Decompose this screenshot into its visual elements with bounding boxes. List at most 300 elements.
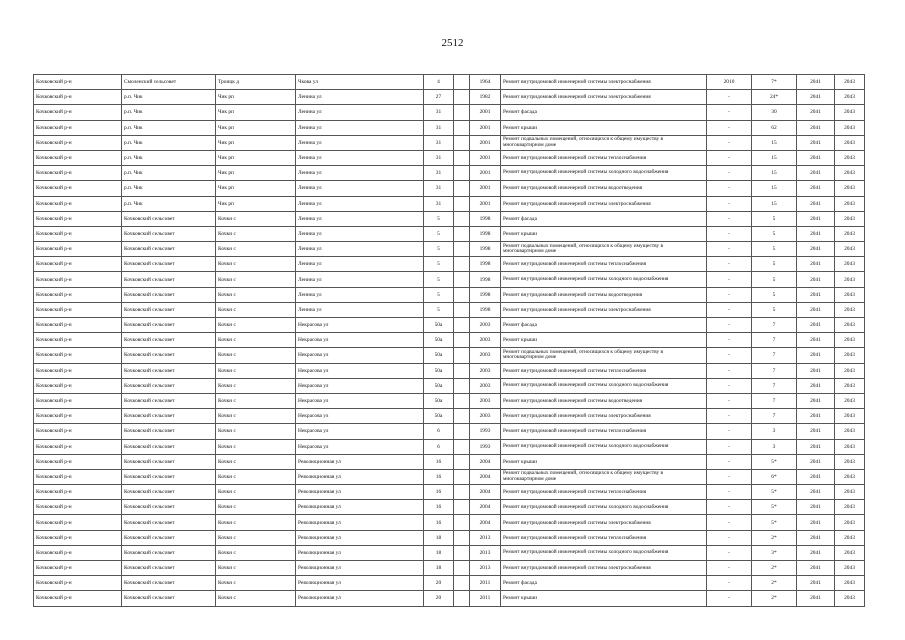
- work-type-cell: Ремонт внутридомовой инженерной системы теплоснабжения: [501, 485, 707, 500]
- area-cell: Кочковский р-н: [34, 378, 122, 393]
- table-row: [34, 318, 865, 333]
- work-type-cell: Ремонт внутридомовой инженерной системы электроснабжения: [501, 90, 707, 105]
- settlement-cell: р.п. Чик: [122, 166, 216, 181]
- work-type-cell: Ремонт внутридомовой инженерной системы холодного водоснабжения: [501, 500, 707, 515]
- build-year-cell: 1998: [470, 257, 501, 272]
- street-cell: Революционная ул: [296, 500, 424, 515]
- previous-repair-cell: -: [707, 561, 752, 576]
- empty-cell: [454, 242, 470, 257]
- settlement-cell: Кочковский сельсовет: [122, 226, 216, 241]
- locality-cell: Чик рп: [216, 120, 296, 135]
- area-cell: Кочковский р-н: [34, 561, 122, 576]
- start-year-cell: 2041: [797, 150, 835, 165]
- empty-cell: [454, 561, 470, 576]
- locality-cell: Троицк д: [216, 75, 296, 90]
- settlement-cell: Кочковский сельсовет: [122, 561, 216, 576]
- start-year-cell: 2041: [797, 591, 835, 606]
- amount-cell: 2*: [752, 530, 797, 545]
- locality-cell: Кочки с: [216, 302, 296, 317]
- locality-cell: Кочки с: [216, 393, 296, 408]
- start-year-cell: 2041: [797, 242, 835, 257]
- house-number-cell: 50а: [424, 378, 454, 393]
- street-cell: Ленина ул: [296, 150, 424, 165]
- settlement-cell: р.п. Чик: [122, 135, 216, 150]
- street-cell: Некрасова ул: [296, 363, 424, 378]
- previous-repair-cell: -: [707, 135, 752, 150]
- locality-cell: Кочки с: [216, 454, 296, 469]
- start-year-cell: 2041: [797, 424, 835, 439]
- build-year-cell: 2004: [470, 469, 501, 484]
- table-row: [34, 469, 865, 484]
- house-number-cell: 6: [424, 424, 454, 439]
- table-row: [34, 211, 865, 226]
- previous-repair-cell: -: [707, 393, 752, 408]
- previous-repair-cell: -: [707, 333, 752, 348]
- build-year-cell: 1993: [470, 424, 501, 439]
- amount-cell: 5: [752, 211, 797, 226]
- amount-cell: 7: [752, 348, 797, 363]
- street-cell: Ленина ул: [296, 287, 424, 302]
- locality-cell: Кочки с: [216, 333, 296, 348]
- house-number-cell: 5: [424, 226, 454, 241]
- street-cell: Революционная ул: [296, 515, 424, 530]
- locality-cell: Кочки с: [216, 378, 296, 393]
- table-row: [34, 135, 865, 150]
- previous-repair-cell: -: [707, 378, 752, 393]
- previous-repair-cell: -: [707, 485, 752, 500]
- house-number-cell: 31: [424, 166, 454, 181]
- end-year-cell: 2043: [835, 561, 865, 576]
- build-year-cell: 2004: [470, 500, 501, 515]
- area-cell: Кочковский р-н: [34, 454, 122, 469]
- work-type-cell: Ремонт внутридомовой инженерной системы теплоснабжения: [501, 530, 707, 545]
- street-cell: Ленина ул: [296, 196, 424, 211]
- previous-repair-cell: -: [707, 500, 752, 515]
- previous-repair-cell: -: [707, 242, 752, 257]
- empty-cell: [454, 287, 470, 302]
- previous-repair-cell: -: [707, 181, 752, 196]
- empty-cell: [454, 348, 470, 363]
- table-row: [34, 591, 865, 606]
- empty-cell: [454, 454, 470, 469]
- work-type-cell: Ремонт внутридомовой инженерной системы теплоснабжения: [501, 424, 707, 439]
- settlement-cell: Кочковский сельсовет: [122, 530, 216, 545]
- area-cell: Кочковский р-н: [34, 545, 122, 560]
- end-year-cell: 2043: [835, 469, 865, 484]
- area-cell: Кочковский р-н: [34, 105, 122, 120]
- street-cell: Ленина ул: [296, 302, 424, 317]
- locality-cell: Чик рп: [216, 90, 296, 105]
- settlement-cell: Кочковский сельсовет: [122, 363, 216, 378]
- end-year-cell: 2043: [835, 75, 865, 90]
- build-year-cell: 1998: [470, 242, 501, 257]
- start-year-cell: 2041: [797, 90, 835, 105]
- table-row: [34, 257, 865, 272]
- house-number-cell: 31: [424, 181, 454, 196]
- house-number-cell: 16: [424, 500, 454, 515]
- settlement-cell: Кочковский сельсовет: [122, 424, 216, 439]
- build-year-cell: 2003: [470, 409, 501, 424]
- work-type-cell: Ремонт подвальных помещений, относящихся к общему имуществу в многоквартирном доме: [501, 469, 707, 484]
- previous-repair-cell: -: [707, 591, 752, 606]
- locality-cell: Чик рп: [216, 135, 296, 150]
- area-cell: Кочковский р-н: [34, 500, 122, 515]
- start-year-cell: 2041: [797, 561, 835, 576]
- area-cell: Кочковский р-н: [34, 363, 122, 378]
- house-number-cell: 18: [424, 545, 454, 560]
- area-cell: Кочковский р-н: [34, 576, 122, 591]
- table-row: [34, 150, 865, 165]
- street-cell: Ленина ул: [296, 166, 424, 181]
- street-cell: Ленина ул: [296, 257, 424, 272]
- locality-cell: Кочки с: [216, 272, 296, 287]
- end-year-cell: 2043: [835, 226, 865, 241]
- house-number-cell: 50а: [424, 409, 454, 424]
- settlement-cell: Кочковский сельсовет: [122, 378, 216, 393]
- work-type-cell: Ремонт подвальных помещений, относящихся к общему имуществу в многоквартирном доме: [501, 348, 707, 363]
- start-year-cell: 2041: [797, 545, 835, 560]
- build-year-cell: 2004: [470, 515, 501, 530]
- settlement-cell: Кочковский сельсовет: [122, 591, 216, 606]
- locality-cell: Кочки с: [216, 530, 296, 545]
- street-cell: Революционная ул: [296, 576, 424, 591]
- area-cell: Кочковский р-н: [34, 242, 122, 257]
- build-year-cell: 2001: [470, 120, 501, 135]
- build-year-cell: 1964: [470, 75, 501, 90]
- amount-cell: 2*: [752, 576, 797, 591]
- settlement-cell: Кочковский сельсовет: [122, 515, 216, 530]
- previous-repair-cell: -: [707, 287, 752, 302]
- empty-cell: [454, 120, 470, 135]
- end-year-cell: 2043: [835, 393, 865, 408]
- work-type-cell: Ремонт внутридомовой инженерной системы холодного водоснабжения: [501, 439, 707, 454]
- settlement-cell: Кочковский сельсовет: [122, 409, 216, 424]
- build-year-cell: 2001: [470, 166, 501, 181]
- end-year-cell: 2043: [835, 242, 865, 257]
- house-number-cell: 16: [424, 469, 454, 484]
- start-year-cell: 2041: [797, 196, 835, 211]
- street-cell: Некрасова ул: [296, 439, 424, 454]
- settlement-cell: Кочковский сельсовет: [122, 500, 216, 515]
- build-year-cell: 2001: [470, 196, 501, 211]
- previous-repair-cell: -: [707, 302, 752, 317]
- locality-cell: Кочки с: [216, 409, 296, 424]
- settlement-cell: Кочковский сельсовет: [122, 287, 216, 302]
- amount-cell: 5*: [752, 515, 797, 530]
- locality-cell: Кочки с: [216, 226, 296, 241]
- end-year-cell: 2043: [835, 378, 865, 393]
- locality-cell: Кочки с: [216, 545, 296, 560]
- area-cell: Кочковский р-н: [34, 135, 122, 150]
- empty-cell: [454, 424, 470, 439]
- previous-repair-cell: -: [707, 257, 752, 272]
- table-row: [34, 439, 865, 454]
- build-year-cell: 2003: [470, 318, 501, 333]
- end-year-cell: 2043: [835, 287, 865, 302]
- settlement-cell: р.п. Чик: [122, 181, 216, 196]
- empty-cell: [454, 576, 470, 591]
- start-year-cell: 2041: [797, 485, 835, 500]
- previous-repair-cell: -: [707, 545, 752, 560]
- previous-repair-cell: -: [707, 226, 752, 241]
- work-type-cell: Ремонт фасада: [501, 105, 707, 120]
- locality-cell: Кочки с: [216, 561, 296, 576]
- street-cell: Некрасова ул: [296, 393, 424, 408]
- table-row: [34, 242, 865, 257]
- area-cell: Кочковский р-н: [34, 515, 122, 530]
- build-year-cell: 2011: [470, 576, 501, 591]
- street-cell: Ленина ул: [296, 181, 424, 196]
- amount-cell: 3: [752, 424, 797, 439]
- build-year-cell: 2001: [470, 135, 501, 150]
- settlement-cell: Кочковский сельсовет: [122, 545, 216, 560]
- amount-cell: 5: [752, 272, 797, 287]
- end-year-cell: 2043: [835, 150, 865, 165]
- empty-cell: [454, 302, 470, 317]
- work-type-cell: Ремонт крыши: [501, 333, 707, 348]
- build-year-cell: 2011: [470, 591, 501, 606]
- build-year-cell: 2001: [470, 150, 501, 165]
- locality-cell: Кочки с: [216, 318, 296, 333]
- area-cell: Кочковский р-н: [34, 120, 122, 135]
- locality-cell: Чик рп: [216, 166, 296, 181]
- locality-cell: Чик рп: [216, 196, 296, 211]
- amount-cell: 7: [752, 333, 797, 348]
- settlement-cell: Кочковский сельсовет: [122, 302, 216, 317]
- end-year-cell: 2043: [835, 302, 865, 317]
- amount-cell: 2*: [752, 561, 797, 576]
- previous-repair-cell: -: [707, 120, 752, 135]
- empty-cell: [454, 439, 470, 454]
- amount-cell: 30: [752, 105, 797, 120]
- settlement-cell: Кочковский сельсовет: [122, 393, 216, 408]
- settlement-cell: Кочковский сельсовет: [122, 439, 216, 454]
- previous-repair-cell: -: [707, 439, 752, 454]
- build-year-cell: 1998: [470, 302, 501, 317]
- house-number-cell: 4: [424, 75, 454, 90]
- work-type-cell: Ремонт внутридомовой инженерной системы электроснабжения: [501, 302, 707, 317]
- start-year-cell: 2041: [797, 257, 835, 272]
- table-row: [34, 545, 865, 560]
- table-row: [34, 485, 865, 500]
- area-cell: Кочковский р-н: [34, 393, 122, 408]
- street-cell: Революционная ул: [296, 561, 424, 576]
- amount-cell: 15: [752, 150, 797, 165]
- street-cell: Ленина ул: [296, 120, 424, 135]
- work-type-cell: Ремонт крыши: [501, 591, 707, 606]
- build-year-cell: 2001: [470, 105, 501, 120]
- settlement-cell: Кочковский сельсовет: [122, 318, 216, 333]
- start-year-cell: 2041: [797, 439, 835, 454]
- previous-repair-cell: -: [707, 272, 752, 287]
- end-year-cell: 2043: [835, 211, 865, 226]
- locality-cell: Кочки с: [216, 591, 296, 606]
- end-year-cell: 2043: [835, 120, 865, 135]
- amount-cell: 15: [752, 181, 797, 196]
- work-type-cell: Ремонт крыши: [501, 120, 707, 135]
- build-year-cell: 1998: [470, 211, 501, 226]
- locality-cell: Кочки с: [216, 485, 296, 500]
- street-cell: Революционная ул: [296, 454, 424, 469]
- start-year-cell: 2041: [797, 302, 835, 317]
- amount-cell: 2*: [752, 591, 797, 606]
- table-row: [34, 226, 865, 241]
- house-number-cell: 16: [424, 515, 454, 530]
- empty-cell: [454, 211, 470, 226]
- previous-repair-cell: -: [707, 469, 752, 484]
- end-year-cell: 2043: [835, 166, 865, 181]
- empty-cell: [454, 181, 470, 196]
- area-cell: Кочковский р-н: [34, 272, 122, 287]
- locality-cell: Чик рп: [216, 181, 296, 196]
- amount-cell: 5: [752, 242, 797, 257]
- empty-cell: [454, 135, 470, 150]
- settlement-cell: Кочковский сельсовет: [122, 211, 216, 226]
- amount-cell: 15: [752, 196, 797, 211]
- table-row: [34, 90, 865, 105]
- empty-cell: [454, 196, 470, 211]
- work-type-cell: Ремонт внутридомовой инженерной системы холодного водоснабжения: [501, 166, 707, 181]
- area-cell: Кочковский р-н: [34, 257, 122, 272]
- empty-cell: [454, 166, 470, 181]
- previous-repair-cell: -: [707, 530, 752, 545]
- area-cell: Кочковский р-н: [34, 302, 122, 317]
- house-number-cell: 31: [424, 150, 454, 165]
- build-year-cell: 1998: [470, 272, 501, 287]
- start-year-cell: 2041: [797, 515, 835, 530]
- area-cell: Кочковский р-н: [34, 348, 122, 363]
- street-cell: Революционная ул: [296, 485, 424, 500]
- end-year-cell: 2043: [835, 545, 865, 560]
- street-cell: Революционная ул: [296, 591, 424, 606]
- previous-repair-cell: -: [707, 515, 752, 530]
- house-number-cell: 27: [424, 90, 454, 105]
- amount-cell: 7: [752, 378, 797, 393]
- start-year-cell: 2041: [797, 211, 835, 226]
- work-type-cell: Ремонт подвальных помещений, относящихся к общему имуществу в многоквартирном доме: [501, 242, 707, 257]
- table-row: [34, 181, 865, 196]
- amount-cell: 15: [752, 166, 797, 181]
- settlement-cell: р.п. Чик: [122, 120, 216, 135]
- build-year-cell: 2003: [470, 363, 501, 378]
- table-row: [34, 409, 865, 424]
- table-row: [34, 333, 865, 348]
- build-year-cell: 2004: [470, 485, 501, 500]
- empty-cell: [454, 530, 470, 545]
- start-year-cell: 2041: [797, 530, 835, 545]
- settlement-cell: р.п. Чик: [122, 150, 216, 165]
- build-year-cell: 2003: [470, 333, 501, 348]
- build-year-cell: 2013: [470, 561, 501, 576]
- start-year-cell: 2041: [797, 105, 835, 120]
- build-year-cell: 2003: [470, 393, 501, 408]
- table-row: [34, 530, 865, 545]
- settlement-cell: Смоленский сельсовет: [122, 75, 216, 90]
- build-year-cell: 2013: [470, 545, 501, 560]
- house-number-cell: 50а: [424, 348, 454, 363]
- amount-cell: 5: [752, 287, 797, 302]
- amount-cell: 7: [752, 318, 797, 333]
- street-cell: Ленина ул: [296, 242, 424, 257]
- locality-cell: Кочки с: [216, 439, 296, 454]
- table-row: [34, 515, 865, 530]
- work-type-cell: Ремонт фасада: [501, 211, 707, 226]
- table-row: [34, 393, 865, 408]
- house-number-cell: 5: [424, 257, 454, 272]
- build-year-cell: 2004: [470, 454, 501, 469]
- table-row: [34, 302, 865, 317]
- work-type-cell: Ремонт подвальных помещений, относящихся к общему имуществу в многоквартирном доме: [501, 135, 707, 150]
- empty-cell: [454, 485, 470, 500]
- end-year-cell: 2043: [835, 272, 865, 287]
- amount-cell: 6*: [752, 469, 797, 484]
- settlement-cell: Кочковский сельсовет: [122, 272, 216, 287]
- end-year-cell: 2043: [835, 333, 865, 348]
- area-cell: Кочковский р-н: [34, 226, 122, 241]
- street-cell: Ленина ул: [296, 135, 424, 150]
- amount-cell: 5*: [752, 454, 797, 469]
- house-number-cell: 50а: [424, 393, 454, 408]
- build-year-cell: 2003: [470, 378, 501, 393]
- start-year-cell: 2041: [797, 287, 835, 302]
- previous-repair-cell: -: [707, 150, 752, 165]
- area-cell: Кочковский р-н: [34, 75, 122, 90]
- end-year-cell: 2043: [835, 485, 865, 500]
- work-type-cell: Ремонт внутридомовой инженерной системы электроснабжения: [501, 409, 707, 424]
- empty-cell: [454, 591, 470, 606]
- work-type-cell: Ремонт внутридомовой инженерной системы холодного водоснабжения: [501, 272, 707, 287]
- street-cell: Ленина ул: [296, 226, 424, 241]
- table-row: [34, 105, 865, 120]
- settlement-cell: р.п. Чик: [122, 196, 216, 211]
- end-year-cell: 2043: [835, 591, 865, 606]
- amount-cell: 62: [752, 120, 797, 135]
- amount-cell: 24*: [752, 90, 797, 105]
- start-year-cell: 2041: [797, 500, 835, 515]
- amount-cell: 3*: [752, 545, 797, 560]
- locality-cell: Кочки с: [216, 515, 296, 530]
- empty-cell: [454, 257, 470, 272]
- locality-cell: Чик рп: [216, 105, 296, 120]
- build-year-cell: 1998: [470, 226, 501, 241]
- area-cell: Кочковский р-н: [34, 439, 122, 454]
- street-cell: Некрасова ул: [296, 378, 424, 393]
- end-year-cell: 2043: [835, 500, 865, 515]
- house-number-cell: 16: [424, 454, 454, 469]
- previous-repair-cell: -: [707, 90, 752, 105]
- table-row: [34, 500, 865, 515]
- locality-cell: Кочки с: [216, 424, 296, 439]
- street-cell: Революционная ул: [296, 545, 424, 560]
- area-cell: Кочковский р-н: [34, 318, 122, 333]
- repair-schedule-table: [33, 74, 865, 607]
- house-number-cell: 31: [424, 105, 454, 120]
- house-number-cell: 16: [424, 485, 454, 500]
- empty-cell: [454, 75, 470, 90]
- street-cell: Революционная ул: [296, 530, 424, 545]
- start-year-cell: 2041: [797, 120, 835, 135]
- end-year-cell: 2043: [835, 576, 865, 591]
- house-number-cell: 31: [424, 120, 454, 135]
- house-number-cell: 50а: [424, 318, 454, 333]
- house-number-cell: 5: [424, 272, 454, 287]
- street-cell: Некрасова ул: [296, 333, 424, 348]
- table-row: [34, 576, 865, 591]
- previous-repair-cell: -: [707, 409, 752, 424]
- table-row: [34, 120, 865, 135]
- empty-cell: [454, 409, 470, 424]
- start-year-cell: 2041: [797, 272, 835, 287]
